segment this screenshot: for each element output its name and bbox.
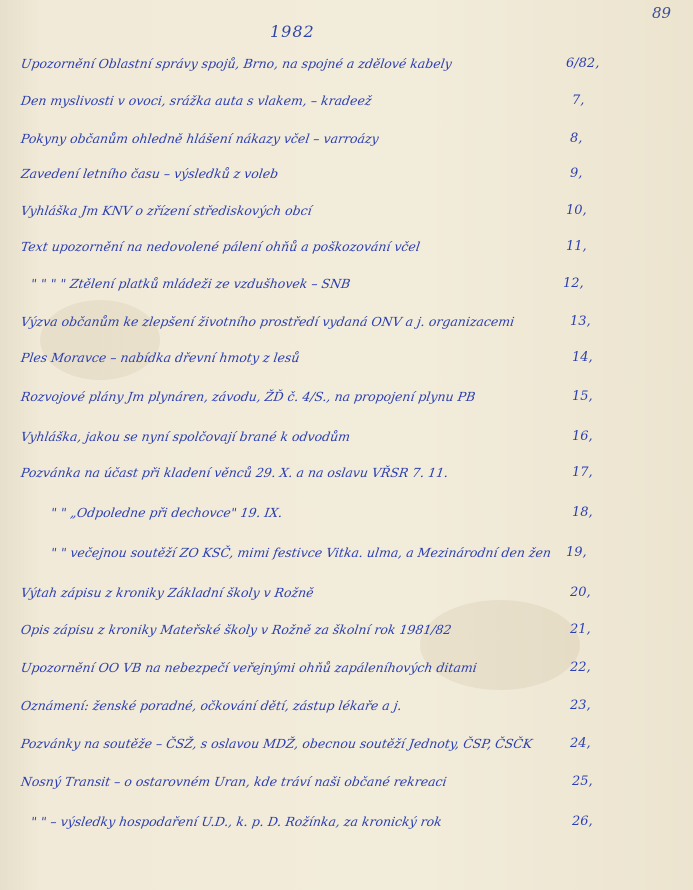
list-item: [0, 350, 693, 376]
list-item: [0, 465, 693, 491]
entry-text: Výzva občanům ke zlepšení životního prostředí vydaná ONV a j. organizacemi: [20, 314, 516, 329]
entry-text: Pokyny občanům ohledně hlášení nákazy včel – varroázy: [20, 131, 380, 146]
list-item: [0, 698, 693, 724]
entry-number: 16,: [572, 429, 593, 444]
list-item: [0, 660, 693, 686]
list-item: [0, 774, 693, 800]
entry-number: 18,: [572, 505, 593, 520]
entry-text: Text upozornění na nedovolené pálení ohňů a poškozování včel: [20, 239, 422, 254]
list-item: [0, 585, 693, 611]
list-item: [0, 203, 693, 229]
entry-text: " " „Odpoledne při dechovce" 19. IX.: [50, 505, 284, 520]
list-item: [0, 736, 693, 762]
list-item: [0, 545, 693, 571]
entry-text: Opis zápisu z kroniky Mateřské školy v Rožně za školní rok 1981/82: [20, 622, 453, 637]
entry-text: Upozornění OO VB na nebezpečí veřejnými ohňů zapáleníhových ditami: [20, 660, 478, 675]
list-item: [0, 814, 693, 840]
entry-text: Ples Moravce – nabídka dřevní hmoty z lesů: [20, 350, 301, 365]
entry-text: Oznámení: ženské poradné, očkování dětí, zástup lékaře a j.: [20, 698, 403, 713]
list-item: [0, 93, 693, 119]
entry-text: Zavedení letního času – výsledků z voleb: [20, 166, 280, 181]
year-heading: 1982: [270, 22, 315, 41]
entry-number: 15,: [572, 389, 593, 404]
list-item: [0, 56, 693, 82]
entry-number: 9,: [570, 166, 583, 181]
entry-text: Pozvánky na soutěže – ČSŽ, s oslavou MDŽ, obecnou soutěží Jednoty, ČSP, ČSČK: [20, 736, 534, 751]
list-item: [0, 276, 693, 302]
entry-text: Výtah zápisu z kroniky Základní školy v Rožně: [20, 585, 315, 600]
entry-number: 17,: [572, 465, 593, 480]
entry-text: " " večejnou soutěží ZO KSČ, mimi festivce Vitka. ulma, a Mezinárodní den žen: [50, 545, 553, 560]
list-item: [0, 429, 693, 455]
entry-number: 13,: [570, 314, 591, 329]
entry-number: 21,: [570, 622, 591, 637]
entry-text: Vyhláška Jm KNV o zřízení střediskových obcí: [20, 203, 313, 218]
list-item: [0, 505, 693, 531]
entry-number: 22,: [570, 660, 591, 675]
entry-text: " " " " Ztělení platků mládeži ze vzdušhovek – SNB: [30, 276, 352, 291]
entry-number: 19,: [566, 545, 587, 560]
entry-number: 25,: [572, 774, 593, 789]
entry-text: Rozvojové plány Jm plynáren, závodu, ŽĎ č. 4/S., na propojení plynu PB: [20, 389, 477, 404]
list-item: [0, 239, 693, 265]
list-item: [0, 389, 693, 415]
entry-number: 11,: [566, 239, 587, 254]
entry-number: 24,: [570, 736, 591, 751]
page-number: 89: [652, 4, 672, 22]
list-item: [0, 166, 693, 192]
entry-number: 23,: [570, 698, 591, 713]
entry-number: 8,: [570, 131, 583, 146]
entry-text: Pozvánka na účast při kladení věnců 29. X. a na oslavu VŘSR 7. 11.: [20, 465, 450, 480]
entry-number: 12,: [563, 276, 584, 291]
entry-text: " " – výsledky hospodaření U.D., k. p. D. Rožínka, za kronický rok: [30, 814, 443, 829]
entry-number: 14,: [572, 350, 593, 365]
list-item: [0, 622, 693, 648]
entry-number: 26,: [572, 814, 593, 829]
entry-number: 7,: [572, 93, 585, 108]
entry-text: Vyhláška, jakou se nyní spolčovají brané k odvodům: [20, 429, 352, 444]
entry-number: 20,: [570, 585, 591, 600]
entry-text: Nosný Transit – o ostarovném Uran, kde tráví naši občané rekreaci: [20, 774, 448, 789]
list-item: [0, 131, 693, 157]
entry-number: 6/82,: [566, 56, 600, 71]
entry-text: Den myslivosti v ovoci, srážka auta s vlakem, – kradeež: [20, 93, 373, 108]
entry-number: 10,: [566, 203, 587, 218]
list-item: [0, 314, 693, 340]
entry-text: Upozornění Oblastní správy spojů, Brno, na spojné a zdělové kabely: [20, 56, 453, 71]
